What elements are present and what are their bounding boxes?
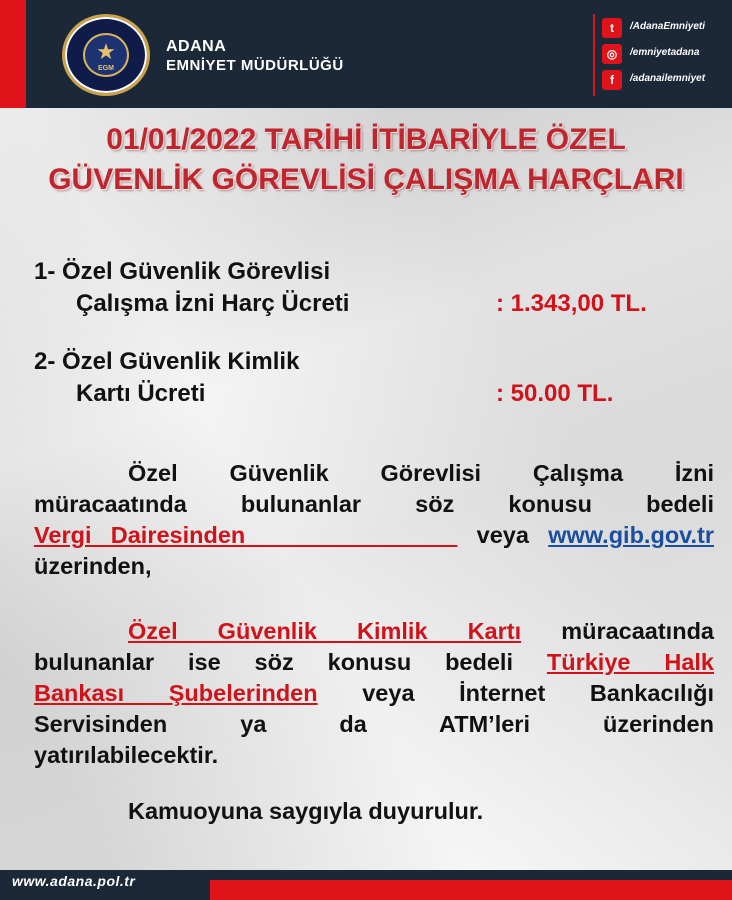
tax-office-link[interactable]: Vergi Dairesinden (34, 522, 246, 548)
fee-2-line-1: 2- Özel Güvenlik Kimlik (34, 348, 300, 375)
para2-line-2 (34, 647, 714, 678)
fee-2-value: : 50.00 TL. (496, 380, 614, 407)
logo-label: EGM (98, 65, 114, 72)
para1-line-2: müracaatında bulunanlar söz konusu bedeli (34, 491, 714, 517)
instagram-icon: ◎ (602, 44, 622, 64)
para2-line-1 (34, 616, 714, 647)
paragraph-work-permit (34, 458, 714, 582)
para2-line-3-rest: veya İnternet Bankacılığı (362, 680, 714, 706)
fee-2-line-2: Kartı Ücreti (76, 380, 206, 407)
para2-line-5: yatırılabilecektir. (34, 742, 219, 768)
facebook-icon: f (602, 70, 622, 90)
gib-website-link[interactable]: www.gib.gov.tr (548, 522, 714, 548)
police-logo (62, 14, 150, 96)
instagram-handle[interactable]: /emniyetadana (630, 47, 700, 58)
closing-line: Kamuoyuna saygıyla duyurulur. (128, 798, 484, 824)
para1-line-4: üzerinden, (34, 553, 152, 579)
header-divider (593, 14, 595, 96)
title-line-2: GÜVENLİK GÖREVLİSİ ÇALIŞMA HARÇLARI (48, 163, 684, 196)
logo-emblem (83, 33, 129, 77)
footer-bar (0, 870, 732, 900)
para2-line-2-text: bulunanlar ise söz konusu bedeli (34, 649, 513, 675)
para2-line-3 (34, 678, 714, 709)
paragraph-id-card (34, 616, 714, 771)
org-name: ADANA (166, 38, 227, 55)
or-word: veya (476, 522, 529, 548)
announcement-body (0, 108, 732, 870)
fee-1-line-2: Çalışma İzni Harç Ücreti (76, 290, 350, 317)
para1-line-3 (34, 520, 714, 551)
announcement-title (0, 120, 732, 200)
halkbank-link-part2[interactable]: Bankası Şubelerinden (34, 680, 318, 706)
para2-line-4: Servisinden ya da ATM’leri üzerinden (34, 711, 714, 737)
title-line-1: 01/01/2022 TARİHİ İTİBARİYLE ÖZEL (106, 123, 626, 156)
twitter-handle[interactable]: /AdanaEmniyeti (630, 21, 706, 32)
twitter-icon: t (602, 18, 622, 38)
header-banner (0, 0, 732, 108)
footer-red-stripe (210, 880, 732, 900)
facebook-handle[interactable]: /adanailemniyet (630, 73, 706, 84)
fee-1-line-1: 1- Özel Güvenlik Görevlisi (34, 258, 331, 285)
halkbank-link-part1[interactable]: Türkiye Halk (546, 649, 714, 675)
id-card-link[interactable]: Özel Güvenlik Kimlik Kartı (128, 618, 522, 644)
footer-website-link[interactable]: www.adana.pol.tr (12, 873, 136, 889)
para2-line-1-rest: müracaatında (561, 618, 714, 644)
para1-line-1: Özel Güvenlik Görevlisi Çalışma İzni (128, 460, 714, 486)
fee-1-value: : 1.343,00 TL. (496, 290, 647, 317)
star-icon: ★ (96, 39, 116, 64)
red-accent-strip (0, 0, 26, 108)
org-subname: EMNİYET MÜDÜRLÜĞÜ (166, 57, 344, 74)
